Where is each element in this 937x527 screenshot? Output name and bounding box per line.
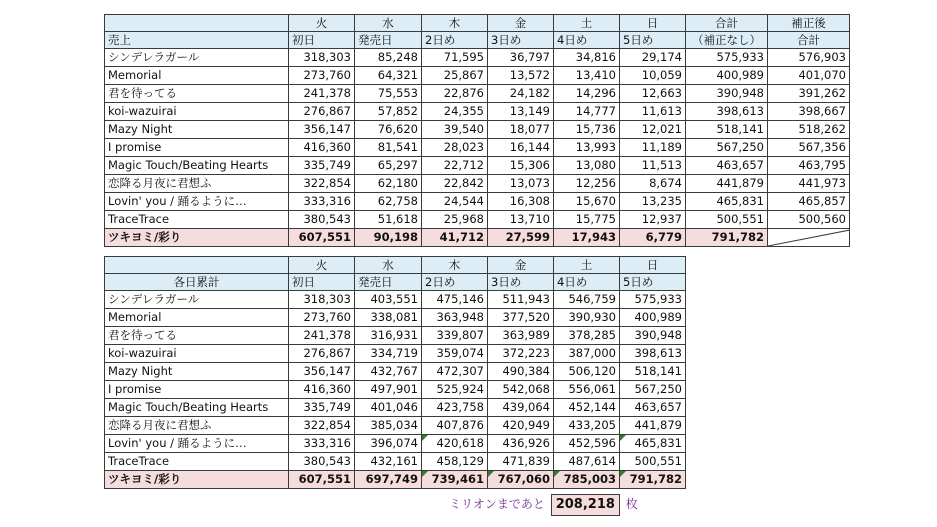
table-row [105, 85, 850, 103]
sales-value: 518,141 [620, 363, 686, 381]
song-name: koi-wazuirai [105, 103, 289, 121]
sales-value: 57,852 [355, 103, 422, 121]
sales-value: 273,760 [289, 309, 355, 327]
sales-value: 432,767 [355, 363, 422, 381]
table-row [105, 157, 850, 175]
sales-value: 17,943 [554, 229, 620, 247]
million-remaining-value: 208,218 [551, 494, 620, 516]
table-row [105, 363, 686, 381]
sales-value: 18,077 [488, 121, 554, 139]
sales-value: 380,543 [289, 211, 355, 229]
sales-value: 65,297 [355, 157, 422, 175]
sales-value: 25,968 [422, 211, 488, 229]
sales-value: 490,384 [488, 363, 554, 381]
sales-value: 24,355 [422, 103, 488, 121]
header-sub: 発売日 [355, 32, 422, 49]
sales-value: 785,003 [554, 471, 620, 489]
table-row [105, 103, 850, 121]
sales-value: 556,061 [554, 381, 620, 399]
sales-value: 465,831 [620, 435, 686, 453]
sales-value: 11,613 [620, 103, 686, 121]
sales-value: 333,316 [289, 193, 355, 211]
header-day: 土 [554, 257, 620, 274]
table-row [105, 435, 686, 453]
sales-value: 241,378 [289, 327, 355, 345]
sales-value: 333,316 [289, 435, 355, 453]
sales-value: 334,719 [355, 345, 422, 363]
sales-value: 497,901 [355, 381, 422, 399]
sales-value: 13,993 [554, 139, 620, 157]
sales-value: 15,306 [488, 157, 554, 175]
header-day: 日 [620, 15, 686, 32]
total-corrected: 398,667 [768, 103, 850, 121]
header-row-days [105, 15, 850, 32]
table-row [105, 327, 686, 345]
sales-value: 432,161 [355, 453, 422, 471]
header-blank [105, 15, 289, 32]
sales-value: 439,064 [488, 399, 554, 417]
header-day: 木 [422, 257, 488, 274]
total-corrected: 567,356 [768, 139, 850, 157]
sales-value: 363,989 [488, 327, 554, 345]
sales-value: 25,867 [422, 67, 488, 85]
header-row-subs [105, 274, 686, 291]
million-remaining [449, 492, 638, 516]
million-remaining-unit: 枚 [625, 497, 638, 511]
sales-value: 15,736 [554, 121, 620, 139]
sales-value: 12,021 [620, 121, 686, 139]
table-row [105, 49, 850, 67]
sales-value: 16,308 [488, 193, 554, 211]
total-corrected: 391,262 [768, 85, 850, 103]
sales-value: 13,710 [488, 211, 554, 229]
table-row [105, 381, 686, 399]
sales-value: 11,189 [620, 139, 686, 157]
header-day: 火 [289, 257, 355, 274]
sales-value: 356,147 [289, 363, 355, 381]
song-name: Memorial [105, 67, 289, 85]
sales-value: 81,541 [355, 139, 422, 157]
sales-value: 739,461 [422, 471, 488, 489]
total-corrected: 401,070 [768, 67, 850, 85]
header-sub: 4日め [554, 274, 620, 291]
table-row [105, 453, 686, 471]
header-day: 日 [620, 257, 686, 274]
header-sub: 5日め [620, 32, 686, 49]
header-row-days [105, 257, 686, 274]
sales-value: 13,572 [488, 67, 554, 85]
song-name: 恋降る月夜に君想ふ [105, 417, 289, 435]
sales-value: 28,023 [422, 139, 488, 157]
header-sub: 2日め [422, 32, 488, 49]
table-row [105, 291, 686, 309]
sales-value: 525,924 [422, 381, 488, 399]
sales-value: 11,513 [620, 157, 686, 175]
header-sub: 初日 [289, 274, 355, 291]
sales-value: 241,378 [289, 85, 355, 103]
sales-value: 390,930 [554, 309, 620, 327]
sales-value: 29,174 [620, 49, 686, 67]
total-uncorrected: 463,657 [686, 157, 768, 175]
sales-value: 416,360 [289, 381, 355, 399]
sales-value: 318,303 [289, 49, 355, 67]
sales-value: 463,657 [620, 399, 686, 417]
sales-value: 452,144 [554, 399, 620, 417]
sales-value: 420,618 [422, 435, 488, 453]
sales-value: 10,059 [620, 67, 686, 85]
header-day: 土 [554, 15, 620, 32]
header-day: 金 [488, 257, 554, 274]
sales-value: 34,816 [554, 49, 620, 67]
sales-value: 8,674 [620, 175, 686, 193]
header-total-label: 合計 [686, 15, 768, 32]
song-name: 恋降る月夜に君想ふ [105, 175, 289, 193]
sales-value: 458,129 [422, 453, 488, 471]
song-name: Mazy Night [105, 121, 289, 139]
song-name: ツキヨミ/彩り [105, 229, 289, 247]
table-row [105, 193, 850, 211]
song-name: シンデレラガール [105, 291, 289, 309]
table-row [105, 67, 850, 85]
song-name: TraceTrace [105, 211, 289, 229]
sales-value: 472,307 [422, 363, 488, 381]
sales-value: 487,614 [554, 453, 620, 471]
sales-value: 567,250 [620, 381, 686, 399]
header-sub: 3日め [488, 274, 554, 291]
sales-value: 12,663 [620, 85, 686, 103]
sales-value: 6,779 [620, 229, 686, 247]
corrected-empty-cell [768, 229, 850, 247]
song-name: I promise [105, 139, 289, 157]
sales-value: 506,120 [554, 363, 620, 381]
sales-value: 791,782 [620, 471, 686, 489]
header-day: 水 [355, 257, 422, 274]
total-uncorrected: 400,989 [686, 67, 768, 85]
sales-value: 16,144 [488, 139, 554, 157]
sales-value: 359,074 [422, 345, 488, 363]
song-name: Lovin' you / 踊るように… [105, 435, 289, 453]
sales-value: 75,553 [355, 85, 422, 103]
sales-value: 385,034 [355, 417, 422, 435]
table-row [105, 175, 850, 193]
table-corner-label: 各日累計 [105, 274, 289, 291]
sales-value: 14,777 [554, 103, 620, 121]
sales-value: 377,520 [488, 309, 554, 327]
sales-value: 390,948 [620, 327, 686, 345]
sales-value: 575,933 [620, 291, 686, 309]
song-name: TraceTrace [105, 453, 289, 471]
sales-value: 41,712 [422, 229, 488, 247]
table-row [105, 139, 850, 157]
sales-value: 76,620 [355, 121, 422, 139]
header-sub: 5日め [620, 274, 686, 291]
song-name: 君を待ってる [105, 85, 289, 103]
sales-value: 542,068 [488, 381, 554, 399]
sales-value: 36,797 [488, 49, 554, 67]
sales-value: 511,943 [488, 291, 554, 309]
sales-value: 13,073 [488, 175, 554, 193]
table-corner-label: 売上 [105, 32, 289, 49]
header-day: 火 [289, 15, 355, 32]
song-name: koi-wazuirai [105, 345, 289, 363]
sales-value: 407,876 [422, 417, 488, 435]
sales-value: 767,060 [488, 471, 554, 489]
sales-value: 423,758 [422, 399, 488, 417]
total-corrected: 500,560 [768, 211, 850, 229]
song-name: Memorial [105, 309, 289, 327]
table-row [105, 211, 850, 229]
sales-value: 22,842 [422, 175, 488, 193]
total-uncorrected: 390,948 [686, 85, 768, 103]
sales-value: 452,596 [554, 435, 620, 453]
sales-value: 62,180 [355, 175, 422, 193]
total-uncorrected: 398,613 [686, 103, 768, 121]
sales-value: 39,540 [422, 121, 488, 139]
sales-value: 62,758 [355, 193, 422, 211]
sales-value: 51,618 [355, 211, 422, 229]
sales-value: 436,926 [488, 435, 554, 453]
header-day: 木 [422, 15, 488, 32]
header-row-subs [105, 32, 850, 49]
total-corrected: 576,903 [768, 49, 850, 67]
song-name: シンデレラガール [105, 49, 289, 67]
sales-value: 339,807 [422, 327, 488, 345]
sales-value: 322,854 [289, 417, 355, 435]
sales-value: 12,256 [554, 175, 620, 193]
song-name: ツキヨミ/彩り [105, 471, 289, 489]
total-corrected: 441,973 [768, 175, 850, 193]
header-sub: 初日 [289, 32, 355, 49]
cumulative-sales-table [104, 256, 686, 489]
sales-value: 335,749 [289, 399, 355, 417]
sales-value: 316,931 [355, 327, 422, 345]
sales-value: 500,551 [620, 453, 686, 471]
sales-value: 396,074 [355, 435, 422, 453]
header-corrected-sub: 合計 [768, 32, 850, 49]
sales-value: 14,296 [554, 85, 620, 103]
daily-sales-table [104, 14, 850, 247]
sales-value: 441,879 [620, 417, 686, 435]
sales-value: 22,712 [422, 157, 488, 175]
sales-value: 15,775 [554, 211, 620, 229]
total-uncorrected: 441,879 [686, 175, 768, 193]
total-corrected: 465,857 [768, 193, 850, 211]
song-name: 君を待ってる [105, 327, 289, 345]
sales-value: 27,599 [488, 229, 554, 247]
header-sub: 2日め [422, 274, 488, 291]
total-corrected: 463,795 [768, 157, 850, 175]
header-corrected-label: 補正後 [768, 15, 850, 32]
table-row [105, 345, 686, 363]
sales-value: 607,551 [289, 229, 355, 247]
table-row [105, 309, 686, 327]
header-sub: 3日め [488, 32, 554, 49]
sales-value: 90,198 [355, 229, 422, 247]
sales-value: 276,867 [289, 345, 355, 363]
sales-value: 471,839 [488, 453, 554, 471]
sales-value: 12,937 [620, 211, 686, 229]
sales-value: 338,081 [355, 309, 422, 327]
sales-value: 13,080 [554, 157, 620, 175]
sales-value: 24,182 [488, 85, 554, 103]
sales-value: 387,000 [554, 345, 620, 363]
header-day: 水 [355, 15, 422, 32]
total-corrected: 518,262 [768, 121, 850, 139]
total-uncorrected: 567,250 [686, 139, 768, 157]
sales-value: 546,759 [554, 291, 620, 309]
sales-value: 401,046 [355, 399, 422, 417]
total-uncorrected: 465,831 [686, 193, 768, 211]
sales-value: 22,876 [422, 85, 488, 103]
sales-value: 372,223 [488, 345, 554, 363]
sales-value: 15,670 [554, 193, 620, 211]
song-name: Magic Touch/Beating Hearts [105, 399, 289, 417]
header-sub: 発売日 [355, 274, 422, 291]
header-total-sub: （補正なし） [686, 32, 768, 49]
sales-value: 356,147 [289, 121, 355, 139]
sales-value: 276,867 [289, 103, 355, 121]
total-uncorrected: 500,551 [686, 211, 768, 229]
table-row [105, 399, 686, 417]
song-name: I promise [105, 381, 289, 399]
sales-value: 403,551 [355, 291, 422, 309]
sales-value: 13,149 [488, 103, 554, 121]
total-uncorrected: 518,141 [686, 121, 768, 139]
header-day: 金 [488, 15, 554, 32]
sales-value: 71,595 [422, 49, 488, 67]
highlight-row [105, 229, 850, 247]
sales-value: 433,205 [554, 417, 620, 435]
sales-value: 380,543 [289, 453, 355, 471]
sales-value: 64,321 [355, 67, 422, 85]
total-uncorrected: 575,933 [686, 49, 768, 67]
sales-value: 335,749 [289, 157, 355, 175]
total-uncorrected: 791,782 [686, 229, 768, 247]
sales-value: 273,760 [289, 67, 355, 85]
sales-value: 400,989 [620, 309, 686, 327]
sales-value: 398,613 [620, 345, 686, 363]
header-blank [105, 257, 289, 274]
sales-value: 318,303 [289, 291, 355, 309]
song-name: Mazy Night [105, 363, 289, 381]
sales-value: 378,285 [554, 327, 620, 345]
highlight-row [105, 471, 686, 489]
song-name: Lovin' you / 踊るように… [105, 193, 289, 211]
table-row [105, 417, 686, 435]
sales-value: 416,360 [289, 139, 355, 157]
sales-value: 697,749 [355, 471, 422, 489]
sales-value: 13,235 [620, 193, 686, 211]
table-row [105, 121, 850, 139]
sales-value: 85,248 [355, 49, 422, 67]
sales-value: 420,949 [488, 417, 554, 435]
sales-value: 475,146 [422, 291, 488, 309]
song-name: Magic Touch/Beating Hearts [105, 157, 289, 175]
million-remaining-label: ミリオンまであと [449, 497, 545, 511]
sales-value: 13,410 [554, 67, 620, 85]
sales-value: 607,551 [289, 471, 355, 489]
sales-value: 322,854 [289, 175, 355, 193]
sales-value: 24,544 [422, 193, 488, 211]
sales-value: 363,948 [422, 309, 488, 327]
header-sub: 4日め [554, 32, 620, 49]
